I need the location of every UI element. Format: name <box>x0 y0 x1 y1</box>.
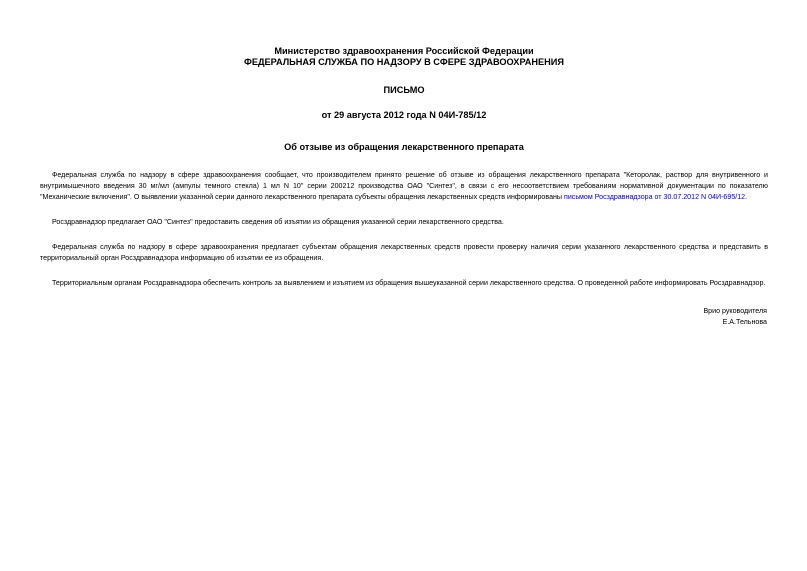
paragraph-2: Росздравнадзор предлагает ОАО "Синтез" предоставить сведения об изъятии из обращения указанной серии лекарственного средства. <box>52 218 504 226</box>
document-page <box>40 46 768 303</box>
paragraph-1-text: Федеральная служба по надзору в сфере здравоохранения сообщает, что производителем принято решение об отзыве из обращения лекарственного препарата "Кеторолак, раствор для внутривенного и внутримышечного введения 30 мг/мл (ампулы темного стекла) 1 мл N 10" серии 200212 производства ОАО "Синтез", в связи с его несоответствием требованиям нормативной документации по показателю "Механические включения". О выявлении указанной серии данного лекарственного препарата субъекты обращения лекарственных средств информированы <box>40 171 768 201</box>
document-header <box>40 46 768 68</box>
paragraph-1 <box>40 170 768 203</box>
signatory-position: Врио руководителя <box>703 307 767 315</box>
signatory-name: Е.А.Тельнова <box>722 318 767 326</box>
document-type: ПИСЬМО <box>383 85 425 95</box>
ministry-name: Министерство здравоохранения Российской Федерации <box>274 46 534 56</box>
paragraph-4: Территориальным органам Росздравнадзора обеспечить контроль за выявлением и изъятием из обращения вышеуказанной серии лекарственного средства. О проведенной работе информировать Росздравнадзор. <box>52 279 766 287</box>
signature-block <box>703 306 767 328</box>
letter-reference-link[interactable]: письмом Росздравнадзора от 30.07.2012 N 04И-695/12 <box>564 193 746 201</box>
document-body <box>40 170 768 289</box>
paragraph-3: Федеральная служба по надзору в сфере здравоохранения предлагает субъектам обращения лекарственных средств провести проверку наличия серии указанного лекарственного средства и представить в территориальный орган Росздравнадзора информацию об изъятии ее из обращения. <box>40 243 768 262</box>
paragraph-1-end: . <box>745 193 748 201</box>
document-subject: Об отзыве из обращения лекарственного препарата <box>284 142 524 152</box>
service-name: ФЕДЕРАЛЬНАЯ СЛУЖБА ПО НАДЗОРУ В СФЕРЕ ЗДРАВООХРАНЕНИЯ <box>243 57 564 67</box>
document-date-number: от 29 августа 2012 года N 04И-785/12 <box>321 110 487 120</box>
